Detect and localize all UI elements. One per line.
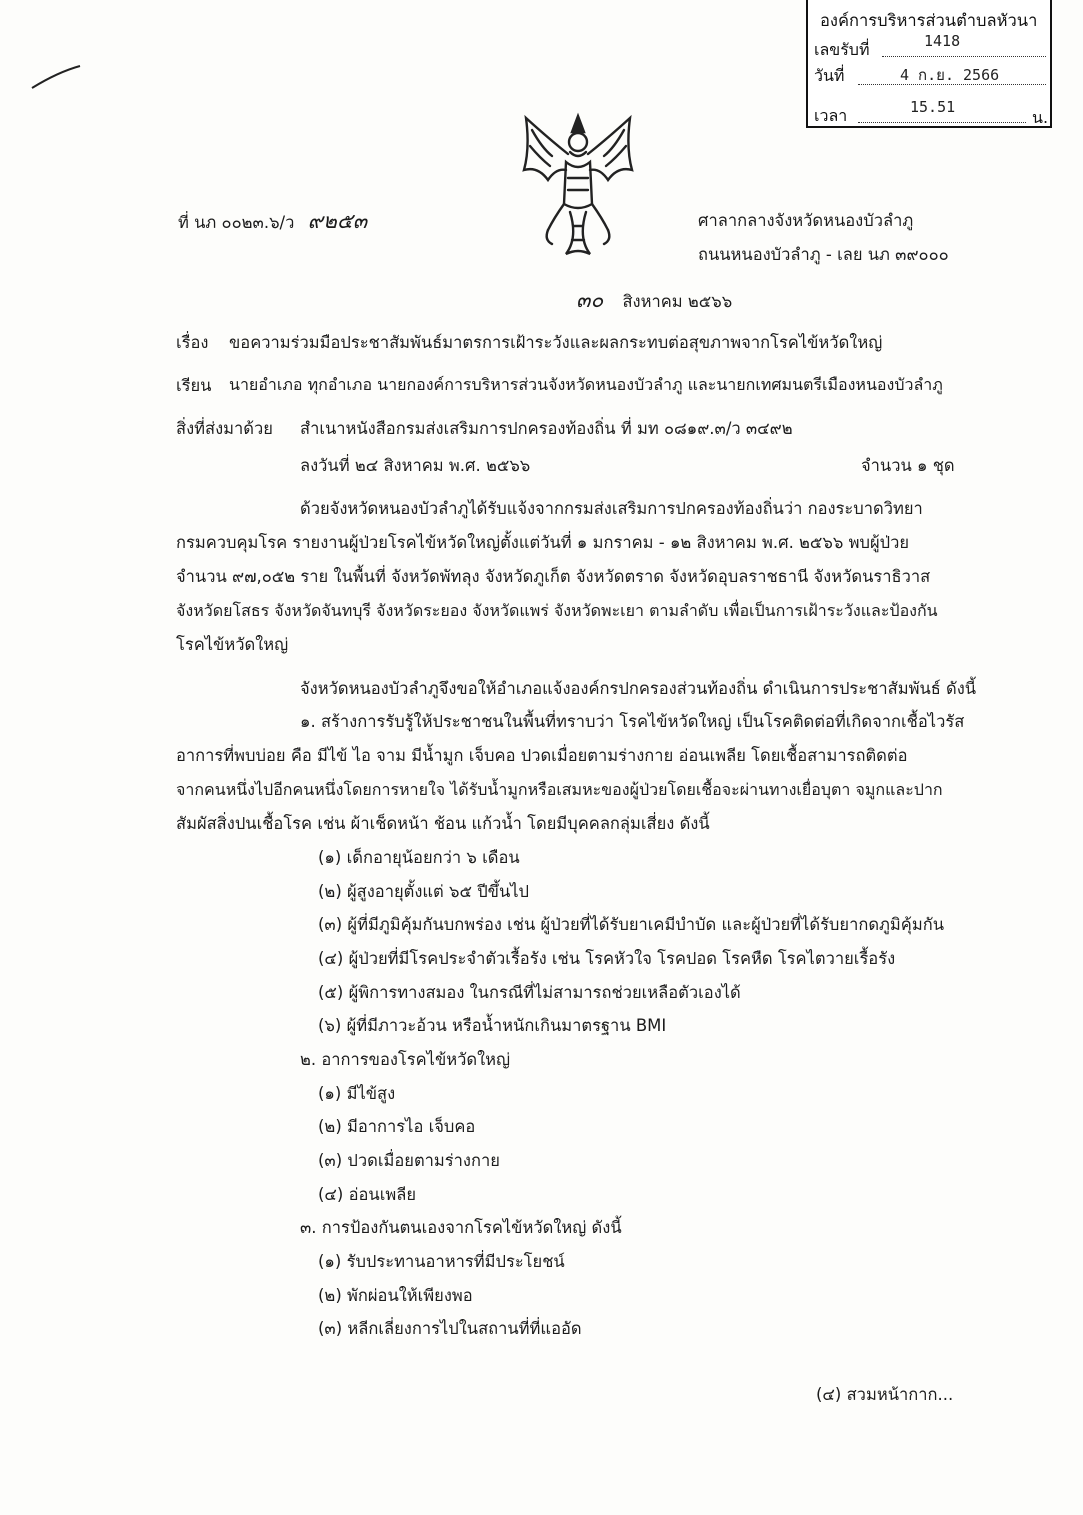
enclosure-label: สิ่งที่ส่งมาด้วย xyxy=(176,419,273,438)
document-date xyxy=(576,284,732,317)
recipient-label: เรียน xyxy=(176,376,212,395)
paragraph-1-line-3: จำนวน ๙๗,๐๕๒ ราย ในพื้นที่ จังหวัดพัทลุง จังหวัดภูเก็ต จังหวัดตราด จังหวัดอุบลราชธานี จังหวัดนราธิวาส xyxy=(176,567,931,586)
risk-group-item: (๔) ผู้ป่วยที่มีโรคประจำตัวเรื้อรัง เช่น โรคหัวใจ โรคปอด โรคหืด โรคไตวายเรื้อรัง xyxy=(318,949,896,968)
stamp-dots-3 xyxy=(858,122,1026,123)
stamp-time-label: เวลา xyxy=(814,106,848,125)
reference-handwritten-number: ๙๒๕๓ xyxy=(307,209,368,233)
symptom-item: (๔) อ่อนเพลีย xyxy=(318,1185,417,1204)
enclosure-quantity: จำนวน ๑ ชุด xyxy=(861,456,955,475)
receipt-stamp xyxy=(806,0,1052,128)
risk-group-item: (๑) เด็กอายุน้อยกว่า ๖ เดือน xyxy=(318,848,520,867)
stamp-time-unit: น. xyxy=(1032,108,1049,127)
risk-group-item: (๖) ผู้ที่มีภาวะอ้วน หรือน้ำหนักเกินมาตรฐาน BMI xyxy=(318,1016,667,1035)
section-3-heading: ๓. การป้องกันตนเองจากโรคไข้หวัดใหญ่ ดังนี้ xyxy=(300,1218,622,1237)
section-1-line-4: สัมผัสสิ่งปนเชื้อโรค เช่น ผ้าเช็ดหน้า ช้อน แก้วน้ำ โดยมีบุคคลกลุ่มเสี่ยง ดังนี้ xyxy=(176,814,710,833)
symptom-item: (๓) ปวดเมื่อยตามร่างกาย xyxy=(318,1151,500,1170)
paragraph-1-line-4: จังหวัดยโสธร จังหวัดจันทบุรี จังหวัดระยอง จังหวัดแพร่ จังหวัดพะเยา ตามลำดับ เพื่อเป็นการเฝ้าระวังและป้องกัน xyxy=(176,601,938,620)
enclosure-line-1: สำเนาหนังสือกรมส่งเสริมการปกครองท้องถิ่น ที่ มท ๐๘๑๙.๓/ว ๓๔๙๒ xyxy=(300,419,793,438)
subject-text: ขอความร่วมมือประชาสัมพันธ์มาตรการเฝ้าระวังและผลกระทบต่อสุขภาพจากโรคไข้หวัดใหญ่ xyxy=(229,333,883,352)
paragraph-1-line-1: ด้วยจังหวัดหนองบัวลำภูได้รับแจ้งจากกรมส่งเสริมการปกครองท้องถิ่นว่า กองระบาดวิทยา xyxy=(300,499,923,518)
subject-label: เรื่อง xyxy=(176,333,209,352)
section-1-line-3: จากคนหนึ่งไปอีกคนหนึ่งโดยการหายใจ ได้รับน้ำมูกหรือเสมหะของผู้ป่วยโดยเชื้อจะผ่านทางเยื่อบุตา จมูกและปาก xyxy=(176,780,943,799)
page-continuation: (๔) สวมหน้ากาก... xyxy=(816,1385,954,1404)
symptom-item: (๑) มีไข้สูง xyxy=(318,1084,396,1103)
date-month-year: สิงหาคม ๒๕๖๖ xyxy=(622,292,733,311)
pen-mark xyxy=(28,58,88,98)
prevention-item: (๒) พักผ่อนให้เพียงพอ xyxy=(318,1286,473,1305)
stamp-date-value: 4 ก.ย. 2566 xyxy=(900,66,1000,84)
prevention-item: (๑) รับประทานอาหารที่มีประโยชน์ xyxy=(318,1252,565,1271)
prevention-item: (๓) หลีกเลี่ยงการไปในสถานที่ที่แออัด xyxy=(318,1319,582,1338)
stamp-dots-1 xyxy=(882,56,1046,57)
stamp-org: องค์การบริหารส่วนตำบลหัวนา xyxy=(820,11,1038,30)
paragraph-1-line-5: โรคไข้หวัดใหญ่ xyxy=(176,635,289,654)
section-1-line-2: อาการที่พบบ่อย คือ มีไข้ ไอ จาม มีน้ำมูก เจ็บคอ ปวดเมื่อยตามร่างกาย อ่อนเพลีย โดยเชื้อสามารถติดต่อ xyxy=(176,746,908,765)
section-1-line-1: ๑. สร้างการรับรู้ให้ประชาชนในพื้นที่ทราบว่า โรคไข้หวัดใหญ่ เป็นโรคติดต่อที่เกิดจากเชื้อไวรัส xyxy=(300,712,965,731)
stamp-dots-2 xyxy=(858,84,1046,85)
enclosure-line-2: ลงวันที่ ๒๔ สิงหาคม พ.ศ. ๒๕๖๖ xyxy=(300,456,531,475)
reference-number: ที่ นภ ๐๐๒๓.๖/ว ๙๒๕๓ xyxy=(178,209,368,233)
stamp-time-value: 15.51 xyxy=(910,98,956,116)
stamp-date-label: วันที่ xyxy=(814,66,845,85)
risk-group-item: (๒) ผู้สูงอายุตั้งแต่ ๖๕ ปีขึ้นไป xyxy=(318,882,530,901)
paragraph-2: จังหวัดหนองบัวลำภูจึงขอให้อำเภอแจ้งองค์กรปกครองส่วนท้องถิ่น ดำเนินการประชาสัมพันธ์ ดังนี้ xyxy=(300,679,977,698)
paragraph-1-line-2: กรมควบคุมโรค รายงานผู้ป่วยโรคไข้หวัดใหญ่ตั้งแต่วันที่ ๑ มกราคม - ๑๒ สิงหาคม พ.ศ. ๒๕๖๖ พบผู้ป่วย xyxy=(176,533,910,552)
stamp-reg-label: เลขรับที่ xyxy=(814,40,870,59)
stamp-reg-no: 1418 xyxy=(924,32,961,50)
recipient-text: นายอำเภอ ทุกอำเภอ นายกองค์การบริหารส่วนจังหวัดหนองบัวลำภู และนายกเทศมนตรีเมืองหนองบัวลำภู xyxy=(229,375,943,394)
risk-group-item: (๕) ผู้พิการทางสมอง ในกรณีที่ไม่สามารถช่วยเหลือตัวเองได้ xyxy=(318,983,741,1002)
address-line-2: ถนนหนองบัวลำภู - เลย นภ ๓๙๐๐๐ xyxy=(698,245,949,264)
date-day-handwritten: ๓๐ xyxy=(576,288,604,312)
risk-group-item: (๓) ผู้ที่มีภูมิคุ้มกันบกพร่อง เช่น ผู้ป่วยที่ได้รับยาเคมีบำบัด และผู้ป่วยที่ได้รับยากดภูมิคุ้มกัน xyxy=(318,915,944,934)
section-2-heading: ๒. อาการของโรคไข้หวัดใหญ่ xyxy=(300,1050,511,1069)
address-line-1: ศาลากลางจังหวัดหนองบัวลำภู xyxy=(698,211,914,230)
garuda-emblem-icon xyxy=(508,108,648,258)
symptom-item: (๒) มีอาการไอ เจ็บคอ xyxy=(318,1117,476,1136)
